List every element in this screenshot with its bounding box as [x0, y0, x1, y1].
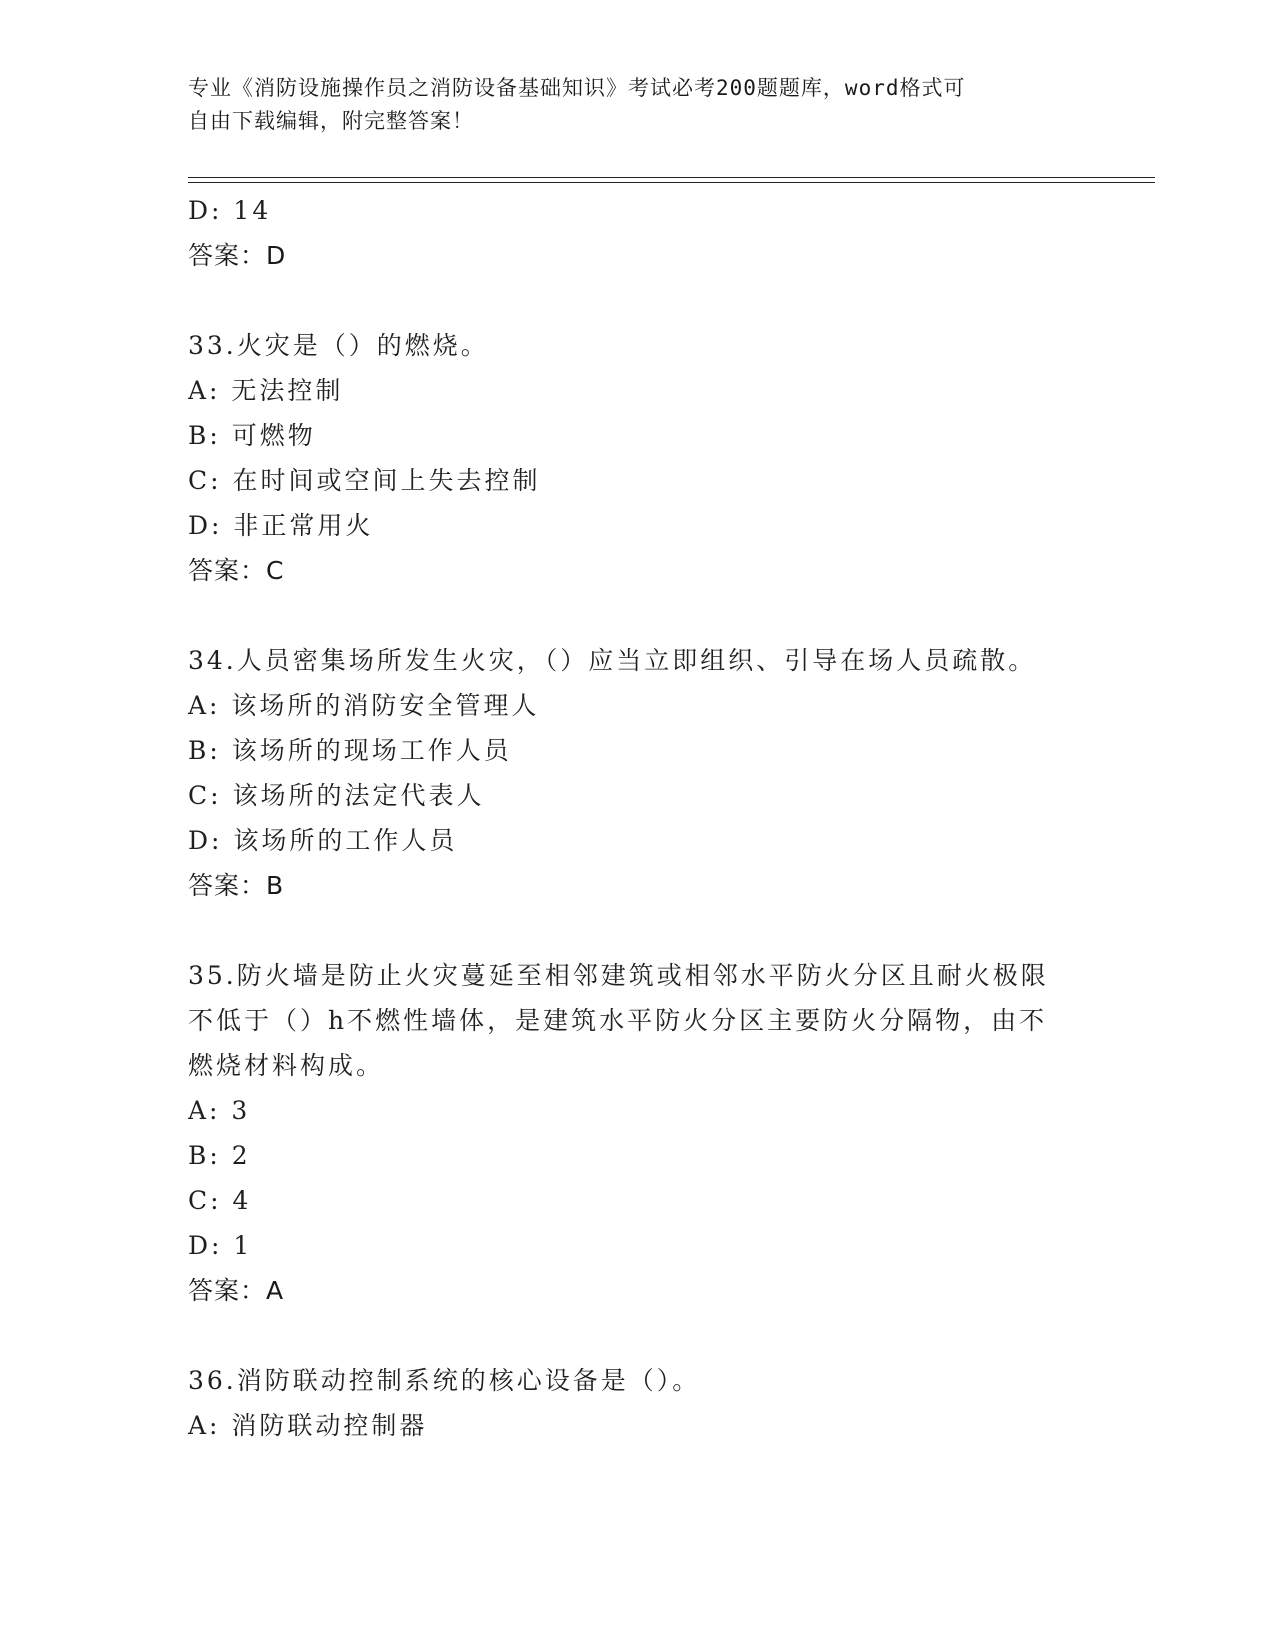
- question-stem-line-2: 不低于（）h不燃性墙体，是建筑水平防火分区主要防火分隔物，由不: [188, 1006, 1048, 1035]
- question-32-tail: [188, 188, 1088, 278]
- document-header: [188, 72, 1068, 138]
- question-35: [188, 953, 1088, 1313]
- option-c: C: 该场所的法定代表人: [188, 781, 485, 810]
- question-stem: 33.火灾是（）的燃烧。: [188, 331, 489, 360]
- option-c: C: 4: [188, 1186, 252, 1215]
- question-list: [188, 188, 1088, 1448]
- question-stem: 34.人员密集场所发生火灾，（）应当立即组织、引导在场人员疏散。: [188, 646, 1037, 675]
- answer: 答案：A: [188, 1276, 285, 1305]
- option-a: A: 该场所的消防安全管理人: [188, 691, 540, 720]
- option-b: B: 可燃物: [188, 421, 316, 450]
- option-a: A: 3: [188, 1096, 251, 1125]
- option-d: D: 该场所的工作人员: [188, 826, 458, 855]
- option-a: A: 消防联动控制器: [188, 1411, 428, 1440]
- question-36: [188, 1358, 1088, 1448]
- header-line-2: 自由下载编辑，附完整答案！: [188, 109, 474, 133]
- header-divider-top: [188, 177, 1155, 178]
- option-b: B: 该场所的现场工作人员: [188, 736, 512, 765]
- option-a: A: 无法控制: [188, 376, 344, 405]
- question-33: [188, 323, 1088, 593]
- answer: 答案：C: [188, 556, 285, 585]
- question-stem: 36.消防联动控制系统的核心设备是（）。: [188, 1366, 701, 1395]
- option-b: B: 2: [188, 1141, 251, 1170]
- answer: 答案：D: [188, 241, 287, 270]
- option-d: D: 非正常用火: [188, 511, 374, 540]
- option-d: D: 1: [188, 1231, 253, 1260]
- header-divider-bottom: [188, 182, 1155, 183]
- question-34: [188, 638, 1088, 908]
- answer: 答案：B: [188, 871, 285, 900]
- question-stem-line-1: 35.防火墙是防止火灾蔓延至相邻建筑或相邻水平防火分区且耐火极限: [188, 961, 1049, 990]
- header-line-1: 专业《消防设施操作员之消防设备基础知识》考试必考200题题库，word格式可: [188, 76, 966, 100]
- question-stem-line-3: 燃烧材料构成。: [188, 1051, 385, 1080]
- option-c: C: 在时间或空间上失去控制: [188, 466, 541, 495]
- option-d: D: 14: [188, 196, 272, 225]
